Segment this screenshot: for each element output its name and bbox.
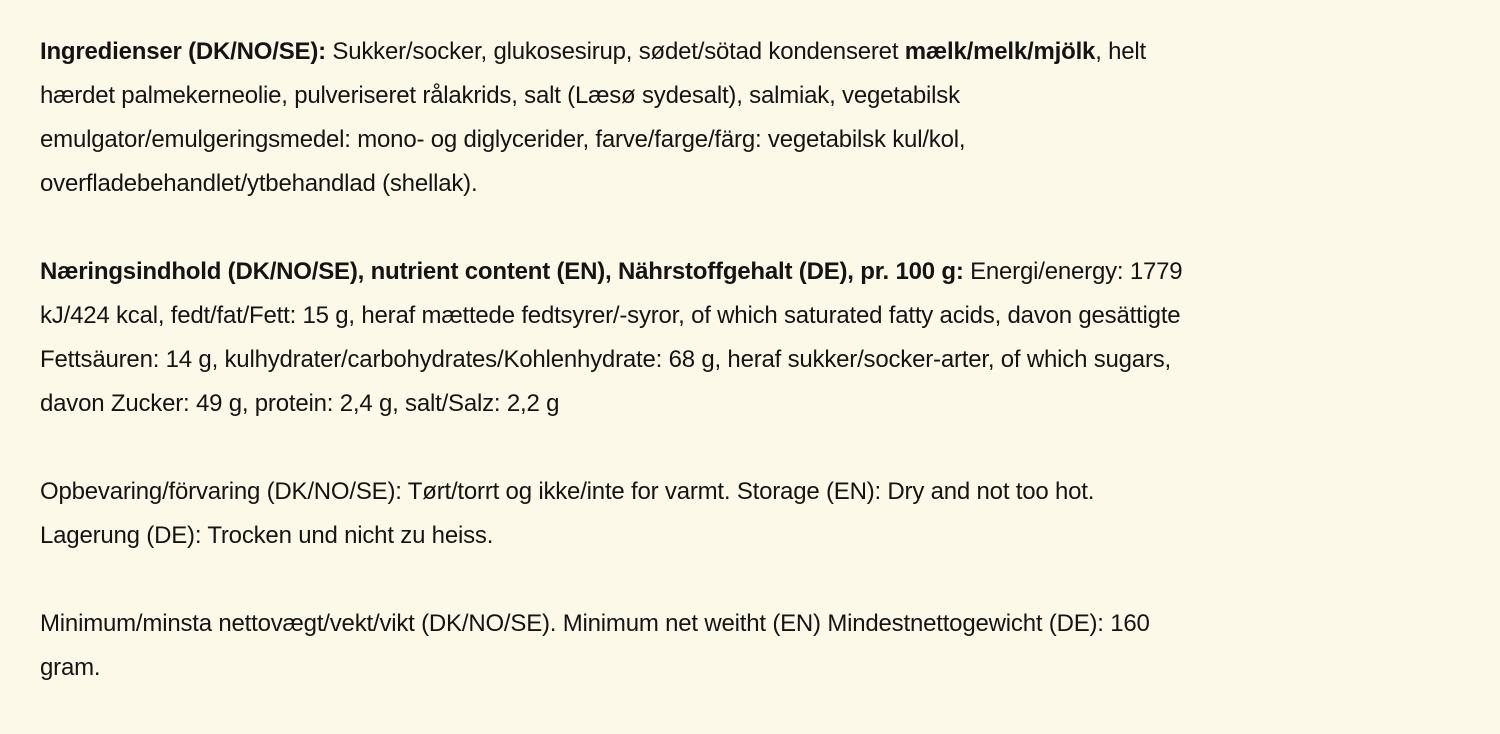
product-info-document [40,30,1182,734]
text-segment: overfladebehandlet/ytbehandlad (shellak). [40,170,478,197]
net-weight-paragraph [40,602,1182,690]
text-segment: , helt [1095,38,1147,65]
bold-label: Ingredienser (DK/NO/SE): [40,38,326,65]
text-line [40,250,1182,294]
text-segment: Fettsäuren: 14 g, kulhydrater/carbohydrates/Kohlenhydrate: 68 g, heraf sukker/socker-arter, of which sugars, [40,346,1171,373]
text-segment: kJ/424 kcal, fedt/fat/Fett: 15 g, heraf mættede fedtsyrer/-syror, of which saturated fatty acids, davon gesättigte [40,302,1181,329]
text-segment: Opbevaring/förvaring (DK/NO/SE): Tørt/torrt og ikke/inte for varmt. Storage (EN): Dry and not too hot. [40,478,1095,505]
text-segment: Minimum/minsta nettovægt/vekt/vikt (DK/NO/SE). Minimum net weitht (EN) Mindestnettogewicht (DE): 160 [40,610,1150,637]
nutrition-paragraph [40,250,1182,426]
text-segment: emulgator/emulgeringsmedel: mono- og diglycerider, farve/farge/färg: vegetabilsk kul/kol, [40,126,966,153]
text-line [40,602,1182,646]
text-segment: Energi/energy: 1779 [963,258,1183,285]
text-segment: davon Zucker: 49 g, protein: 2,4 g, salt/Salz: 2,2 g [40,390,560,417]
text-line [40,162,1182,206]
text-line [40,118,1182,162]
text-line [40,294,1182,338]
bold-label: mælk/melk/mjölk [904,38,1096,65]
text-line [40,514,1182,558]
ingredients-paragraph [40,30,1182,206]
text-segment: gram. [40,654,101,681]
storage-paragraph [40,470,1182,558]
text-segment: Sukker/socker, glukosesirup, sødet/sötad kondenseret [325,38,905,65]
text-segment: Lagerung (DE): Trocken und nicht zu heiss. [40,522,494,549]
text-segment: hærdet palmekerneolie, pulveriseret rålakrids, salt (Læsø sydesalt), salmiak, vegetabilsk [40,82,960,109]
text-line [40,470,1182,514]
text-line [40,30,1182,74]
text-line [40,646,1182,690]
text-line [40,74,1182,118]
text-line [40,382,1182,426]
bold-label: Næringsindhold (DK/NO/SE), nutrient content (EN), Nährstoffgehalt (DE), pr. 100 g: [40,258,964,285]
text-line [40,338,1182,382]
